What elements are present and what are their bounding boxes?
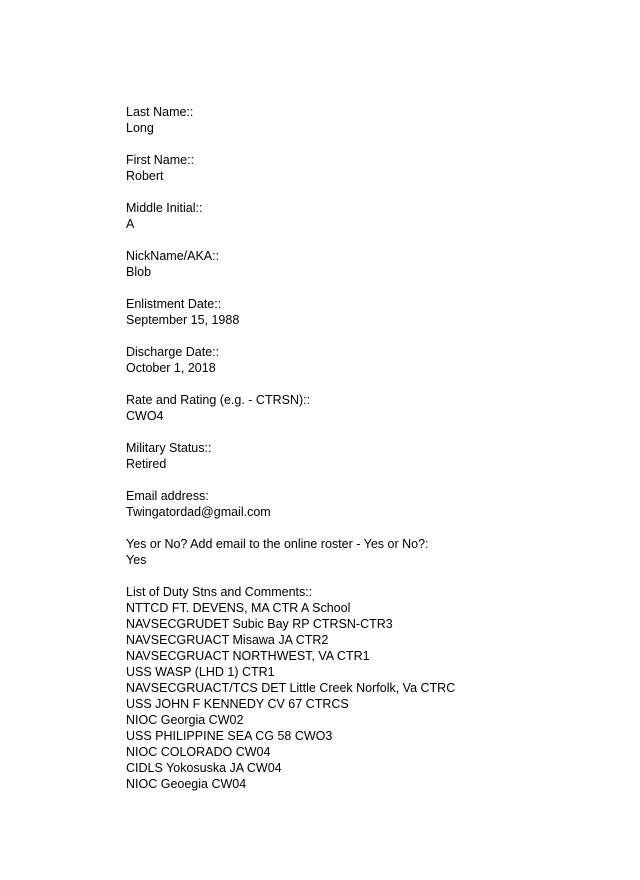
field-label: First Name:: (126, 153, 195, 167)
field-value: Twingatordad@gmail.com (126, 505, 271, 519)
duty-station-item: NAVSECGRUACT Misawa JA CTR2 (126, 633, 329, 647)
field-duty-stations (126, 584, 626, 792)
duty-station-item: NIOC COLORADO CW04 (126, 745, 271, 759)
field-label: Yes or No? Add email to the online roster - Yes or No?: (126, 537, 429, 551)
field-value: A (126, 217, 135, 231)
roster-entry-document (126, 104, 626, 808)
field-email-address (126, 488, 626, 520)
field-value: October 1, 2018 (126, 361, 216, 375)
field-add-email-to-roster (126, 536, 626, 568)
duty-station-item: CIDLS Yokosuska JA CW04 (126, 761, 282, 775)
duty-station-item: NAVSECGRUDET Subic Bay RP CTRSN-CTR3 (126, 617, 393, 631)
duty-station-item: USS PHILIPPINE SEA CG 58 CWO3 (126, 729, 333, 743)
field-discharge-date (126, 344, 626, 376)
field-value: CWO4 (126, 409, 164, 423)
field-middle-initial (126, 200, 626, 232)
field-last-name (126, 104, 626, 136)
field-rate-and-rating (126, 392, 626, 424)
field-label: Enlistment Date:: (126, 297, 222, 311)
duty-station-list (126, 600, 626, 792)
duty-station-item: NTTCD FT. DEVENS, MA CTR A School (126, 601, 351, 615)
duty-station-item: NAVSECGRUACT/TCS DET Little Creek Norfolk, Va CTRC (126, 681, 456, 695)
field-value: Robert (126, 169, 164, 183)
field-label: List of Duty Stns and Comments:: (126, 585, 313, 599)
field-label: Middle Initial:: (126, 201, 203, 215)
field-enlistment-date (126, 296, 626, 328)
duty-station-item: NIOC Georgia CW02 (126, 713, 244, 727)
field-label: Discharge Date:: (126, 345, 220, 359)
duty-station-item: USS JOHN F KENNEDY CV 67 CTRCS (126, 697, 349, 711)
duty-station-item: NIOC Geoegia CW04 (126, 777, 247, 791)
field-first-name (126, 152, 626, 184)
field-label: Military Status:: (126, 441, 212, 455)
field-value: Yes (126, 553, 147, 567)
field-military-status (126, 440, 626, 472)
field-value: Retired (126, 457, 167, 471)
duty-station-item: NAVSECGRUACT NORTHWEST, VA CTR1 (126, 649, 370, 663)
field-label: Rate and Rating (e.g. - CTRSN):: (126, 393, 311, 407)
field-value: Blob (126, 265, 152, 279)
field-label: Last Name:: (126, 105, 194, 119)
field-label: Email address: (126, 489, 209, 503)
field-value: September 15, 1988 (126, 313, 240, 327)
field-value: Long (126, 121, 154, 135)
field-nickname (126, 248, 626, 280)
duty-station-item: USS WASP (LHD 1) CTR1 (126, 665, 275, 679)
field-label: NickName/AKA:: (126, 249, 220, 263)
